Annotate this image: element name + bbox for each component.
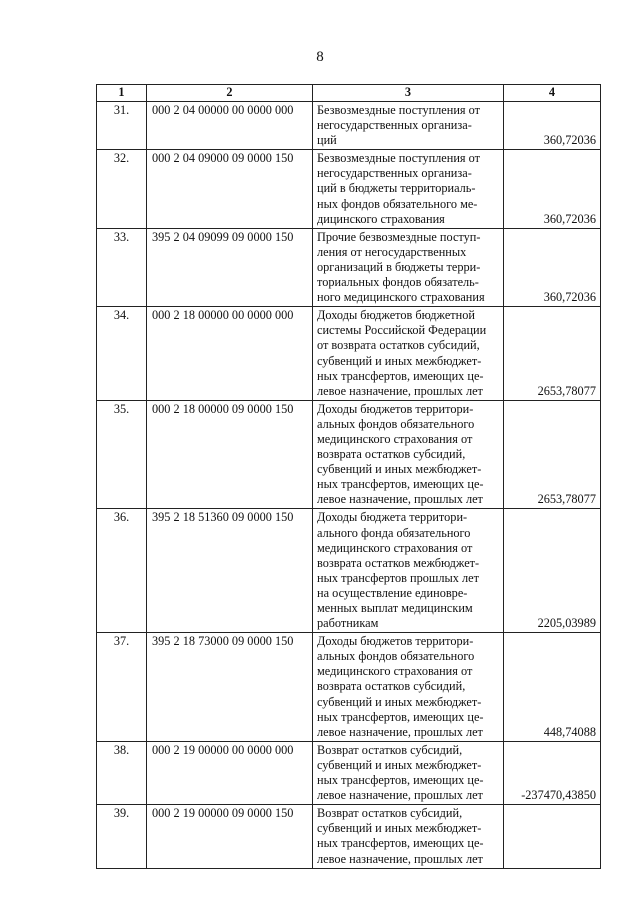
description-line: левое назначение, прошлых лет [317, 788, 483, 803]
description-line: ных трансфертов, имеющих це- [317, 477, 484, 492]
budget-code: 000 2 18 00000 09 0000 150 [147, 400, 313, 509]
description-line: организаций в бюджеты терри- [317, 259, 481, 274]
description-line: системы Российской Федерации [317, 323, 487, 338]
table-row [97, 307, 601, 401]
amount [504, 805, 601, 868]
budget-code: 395 2 18 73000 09 0000 150 [147, 633, 313, 742]
table-row [97, 228, 601, 306]
budget-code: 000 2 04 00000 00 0000 000 [147, 102, 313, 150]
description-line: ных трансфертов прошлых лет [317, 570, 479, 585]
description-cell [313, 633, 504, 742]
table-body [97, 102, 601, 869]
description-line: Безвозмездные поступления от [317, 103, 481, 117]
description-line: левое назначение, прошлых лет [317, 492, 483, 507]
description-line: менных выплат медицинским [317, 601, 473, 615]
description-line: ций [317, 133, 337, 148]
description-line: ных трансфертов, имеющих це- [317, 836, 484, 851]
description-line: ления от негосударственных [317, 244, 467, 259]
description-line: Доходы бюджетов бюджетной [317, 308, 475, 323]
row-number: 32. [97, 150, 147, 228]
description-line: левое назначение, прошлых лет [317, 851, 483, 866]
column-header-4: 4 [504, 85, 601, 102]
budget-code: 395 2 04 09099 09 0000 150 [147, 228, 313, 306]
description-line: медицинского страхования от [317, 664, 473, 679]
description-line: субвенций и иных межбюджет- [317, 757, 482, 772]
revenue-table [96, 84, 601, 869]
description-line: возврата остатков субсидий, [317, 447, 466, 462]
amount: 360,72036 [504, 228, 601, 306]
description-line: субвенций и иных межбюджет- [317, 821, 482, 836]
description-line: ных трансфертов, имеющих це- [317, 773, 484, 788]
description-line: Возврат остатков субсидий, [317, 742, 463, 757]
table-row [97, 400, 601, 509]
description-line: возврата остатков субсидий, [317, 679, 466, 694]
column-header-1: 1 [97, 85, 147, 102]
row-number: 38. [97, 741, 147, 804]
row-number: 34. [97, 307, 147, 401]
table-row [97, 150, 601, 228]
description-cell [313, 307, 504, 401]
description-line: ных трансфертов, имеющих це- [317, 368, 484, 383]
description-line: альных фондов обязательного [317, 649, 475, 664]
description-line: левое назначение, прошлых лет [317, 724, 483, 739]
budget-code: 000 2 18 00000 00 0000 000 [147, 307, 313, 401]
description-line: негосударственных организа- [317, 118, 472, 133]
description-line: Возврат остатков субсидий, [317, 806, 463, 821]
description-line: ций в бюджеты территориаль- [317, 181, 476, 196]
description-cell [313, 805, 504, 868]
description-line: ториальных фондов обязатель- [317, 275, 479, 290]
column-header-2: 2 [147, 85, 313, 102]
budget-code: 000 2 04 09000 09 0000 150 [147, 150, 313, 228]
description-line: медицинского страхования от [317, 540, 473, 555]
row-number: 33. [97, 228, 147, 306]
description-line: Доходы бюджета территори- [317, 510, 468, 525]
amount: 2653,78077 [504, 307, 601, 401]
table-header-row [97, 85, 601, 102]
description-line: левое назначение, прошлых лет [317, 383, 483, 398]
description-line: Безвозмездные поступления от [317, 151, 481, 166]
description-line: Прочие безвозмездные поступ- [317, 229, 481, 244]
description-line: Доходы бюджетов территори- [317, 634, 474, 649]
column-header-3: 3 [313, 85, 504, 102]
description-line: субвенций и иных межбюджет- [317, 353, 482, 368]
amount: 360,72036 [504, 150, 601, 228]
description-line: Доходы бюджетов территори- [317, 401, 474, 416]
budget-code: 395 2 18 51360 09 0000 150 [147, 509, 313, 633]
description-line: субвенций и иных межбюджет- [317, 462, 482, 477]
description-cell [313, 228, 504, 306]
table-row [97, 509, 601, 633]
table-row [97, 102, 601, 150]
table-row [97, 805, 601, 868]
description-line: возврата остатков межбюджет- [317, 555, 480, 570]
description-line: ального фонда обязательного [317, 525, 471, 540]
amount: 360,72036 [504, 102, 601, 150]
description-line: негосударственных организа- [317, 166, 472, 181]
description-line: субвенций и иных межбюджет- [317, 694, 482, 709]
description-cell [313, 150, 504, 228]
description-cell [313, 509, 504, 633]
description-line: ного медицинского страхования [317, 290, 485, 305]
amount: 2653,78077 [504, 400, 601, 509]
description-line: работникам [317, 616, 379, 631]
row-number: 31. [97, 102, 147, 150]
row-number: 37. [97, 633, 147, 742]
amount: -237470,43850 [504, 741, 601, 804]
description-line: ных трансфертов, имеющих це- [317, 709, 484, 724]
amount: 448,74088 [504, 633, 601, 742]
table-row [97, 741, 601, 804]
description-line: альных фондов обязательного [317, 416, 475, 431]
description-cell [313, 400, 504, 509]
budget-code: 000 2 19 00000 09 0000 150 [147, 805, 313, 868]
page-number: 8 [316, 49, 324, 65]
description-line: дицинского страхования [317, 211, 445, 226]
description-line: ных фондов обязательного ме- [317, 196, 478, 211]
amount: 2205,03989 [504, 509, 601, 633]
description-line: на осуществление единовре- [317, 585, 468, 600]
description-line: медицинского страхования от [317, 431, 473, 446]
row-number: 39. [97, 805, 147, 868]
description-cell [313, 102, 504, 150]
description-line: от возврата остатков субсидий, [317, 338, 480, 353]
budget-code: 000 2 19 00000 00 0000 000 [147, 741, 313, 804]
row-number: 35. [97, 400, 147, 509]
description-cell [313, 741, 504, 804]
row-number: 36. [97, 509, 147, 633]
table-row [97, 633, 601, 742]
